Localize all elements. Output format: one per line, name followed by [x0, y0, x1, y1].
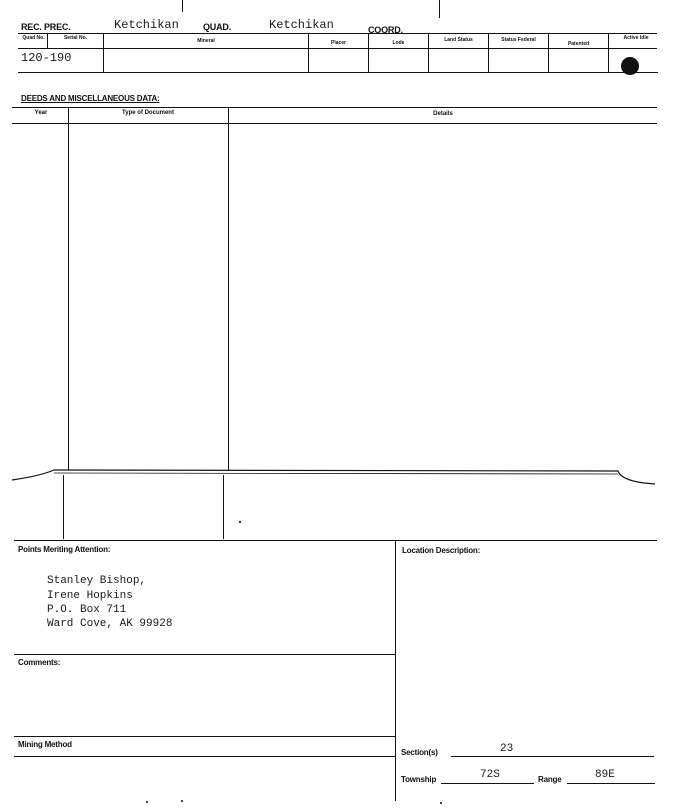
deeds-divider — [228, 108, 229, 470]
scan-speck — [239, 521, 241, 523]
deeds-top-rule — [12, 107, 657, 108]
range-label: Range — [538, 775, 562, 784]
col-active-idle: Active Idle — [623, 35, 649, 41]
col-patented: Patented — [567, 41, 590, 47]
mining-method-rule — [14, 736, 395, 737]
location-description-label: Location Description: — [402, 546, 481, 555]
deeds-divider — [68, 108, 69, 470]
bottom-divider — [395, 541, 396, 801]
township-label: Township — [401, 775, 437, 784]
quad-value: Ketchikan — [269, 18, 334, 32]
township-value: 72S — [480, 769, 500, 781]
scan-mark — [182, 0, 183, 12]
col-lode: Lode — [392, 40, 405, 46]
section-underline — [451, 756, 654, 757]
range-value: 89E — [595, 769, 615, 781]
coord-label: COORD. — [368, 25, 403, 35]
table-divider — [548, 34, 549, 72]
section-value: 23 — [500, 743, 514, 755]
rec-prec-label: REC. PREC. — [21, 22, 71, 32]
col-year: Year — [34, 110, 48, 116]
range-underline — [567, 783, 655, 784]
col-status-federal: Status Federal — [501, 37, 536, 43]
points-line-4: Ward Cove, AK 99928 — [47, 618, 173, 630]
col-mineral: Mineral — [197, 38, 215, 44]
table-bottom-rule — [18, 72, 658, 73]
bottom-top-rule — [14, 540, 657, 541]
col-serial-no: Serial No. — [63, 35, 88, 41]
mining-method-underline — [14, 756, 395, 757]
points-line-2: Irene Hopkins — [47, 590, 133, 602]
table-divider — [308, 34, 309, 72]
scan-speck — [181, 800, 183, 802]
points-label: Points Meriting Attention: — [18, 545, 111, 554]
deeds-divider — [223, 475, 224, 539]
scan-speck — [440, 802, 442, 804]
deeds-header-rule — [12, 123, 657, 124]
col-placer: Placer — [330, 40, 346, 46]
comments-rule — [14, 654, 395, 655]
scan-speck — [146, 801, 148, 803]
township-underline — [441, 783, 534, 784]
deeds-section-title: DEEDS AND MISCELLANEOUS DATA: — [21, 94, 160, 103]
deeds-divider — [63, 475, 64, 539]
table-divider — [368, 34, 369, 72]
rec-prec-value: Ketchikan — [114, 18, 179, 32]
mining-method-label: Mining Method — [18, 740, 72, 749]
points-line-3: P.O. Box 711 — [47, 604, 127, 616]
col-details: Details — [433, 111, 453, 117]
col-land-status: Land Status — [444, 37, 473, 43]
row-id: 120-190 — [21, 51, 72, 65]
table-top-rule — [18, 33, 657, 34]
scan-mark — [439, 0, 440, 18]
table-divider — [608, 34, 609, 72]
points-line-1: Stanley Bishop, — [47, 575, 147, 587]
col-quad-no: Quad No. — [22, 35, 45, 41]
section-label: Section(s) — [401, 748, 438, 757]
table-header-rule — [18, 48, 657, 49]
col-type-of-document: Type of Document — [122, 110, 174, 116]
active-status-dot — [621, 57, 639, 75]
scan-seam — [0, 462, 678, 494]
quad-label: QUAD. — [203, 22, 231, 32]
comments-label: Comments: — [18, 658, 61, 667]
